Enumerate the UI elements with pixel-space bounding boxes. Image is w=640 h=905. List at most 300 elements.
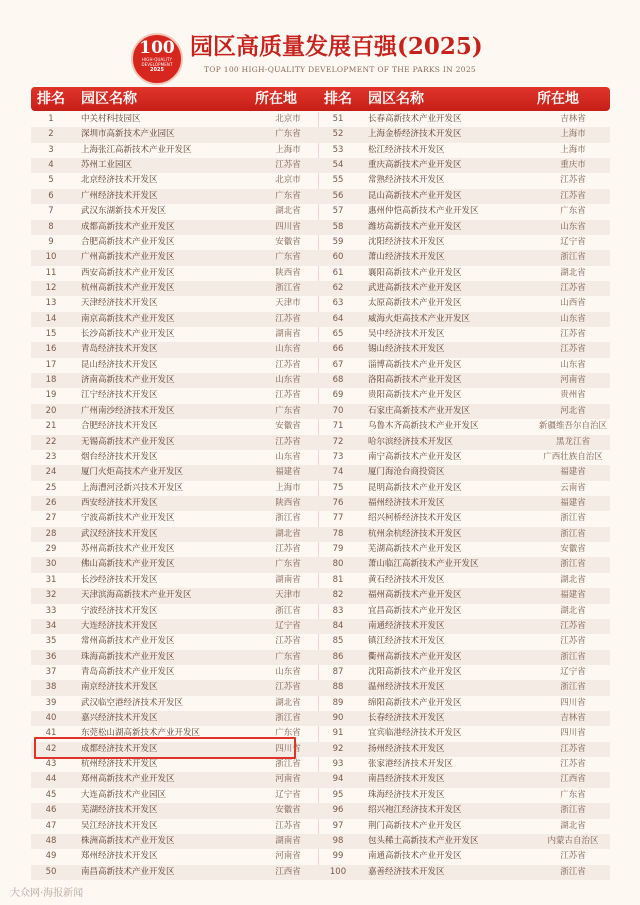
table-row	[31, 235, 610, 250]
park-name-cell: 温州经济技术开发区	[368, 682, 445, 693]
rank-cell: 55	[332, 175, 344, 186]
table-row	[31, 757, 610, 772]
location-cell: 浙江省	[275, 759, 301, 770]
table-row	[31, 404, 610, 419]
rank-cell: 40	[45, 713, 57, 724]
rank-cell: 30	[45, 559, 57, 570]
park-name-cell: 黄石经济技术开发区	[368, 574, 445, 585]
location-cell: 上海市	[275, 482, 301, 493]
col-header-location-left: 所在地	[255, 91, 297, 107]
location-cell: 浙江省	[275, 513, 301, 524]
park-name-cell: 珠海经济技术开发区	[368, 789, 445, 800]
park-name-cell: 长春经济技术开发区	[368, 713, 445, 724]
badge-number: 100	[139, 38, 175, 58]
location-cell: 北京市	[275, 175, 301, 186]
park-name-cell: 大连经济技术开发区	[81, 620, 158, 631]
rank-cell: 13	[45, 298, 57, 309]
table-row	[31, 112, 610, 127]
location-cell: 江苏省	[560, 851, 586, 862]
rank-cell: 33	[45, 605, 57, 616]
col-header-location-right: 所在地	[537, 91, 579, 107]
table-row	[31, 388, 610, 403]
rank-cell: 87	[332, 666, 344, 677]
rank-cell: 86	[332, 651, 344, 662]
rank-cell: 68	[332, 375, 344, 386]
location-cell: 广东省	[275, 405, 301, 416]
table-row	[31, 588, 610, 603]
park-name-cell: 南昌高新技术产业开发区	[81, 866, 175, 877]
rank-cell: 36	[45, 651, 57, 662]
park-name-cell: 芜湖高新技术产业开发区	[368, 544, 462, 555]
park-name-cell: 襄阳高新技术产业开发区	[368, 267, 462, 278]
location-cell: 浙江省	[275, 282, 301, 293]
rank-cell: 69	[332, 390, 344, 401]
table-row	[31, 220, 610, 235]
park-name-cell: 苏州高新技术产业开发区	[81, 544, 175, 555]
location-cell: 安徽省	[275, 236, 301, 247]
location-cell: 湖北省	[275, 528, 301, 539]
table-row	[31, 604, 610, 619]
park-name-cell: 昆明高新技术产业开发区	[368, 482, 462, 493]
rank-cell: 95	[332, 789, 344, 800]
rank-cell: 89	[332, 697, 344, 708]
rank-cell: 18	[45, 375, 57, 386]
park-name-cell: 芜湖经济技术开发区	[81, 805, 158, 816]
table-row	[31, 342, 610, 357]
park-name-cell: 南昌经济技术开发区	[368, 774, 445, 785]
park-name-cell: 福州高新技术产业开发区	[368, 590, 462, 601]
rank-cell: 3	[48, 144, 54, 155]
location-cell: 辽宁省	[275, 789, 301, 800]
table-row	[31, 373, 610, 388]
location-cell: 湖南省	[275, 329, 301, 340]
park-name-cell: 包头稀土高新技术产业开发区	[368, 835, 479, 846]
park-name-cell: 荆门高新技术产业开发区	[368, 820, 462, 831]
rank-cell: 29	[45, 544, 57, 555]
location-cell: 江苏省	[560, 329, 586, 340]
park-name-cell: 吴江经济技术开发区	[81, 820, 158, 831]
park-name-cell: 上海张江高新技术产业开发区	[81, 144, 192, 155]
table-row	[31, 819, 610, 834]
location-cell: 安徽省	[560, 544, 586, 555]
location-cell: 江苏省	[560, 743, 586, 754]
location-cell: 四川省	[560, 728, 586, 739]
location-cell: 江苏省	[275, 544, 301, 555]
park-name-cell: 南宁高新技术产业开发区	[368, 451, 462, 462]
location-cell: 山东省	[275, 344, 301, 355]
park-name-cell: 常熟经济技术开发区	[368, 175, 445, 186]
rank-cell: 15	[45, 329, 57, 340]
rank-cell: 21	[45, 421, 57, 432]
rank-cell: 56	[332, 190, 344, 201]
table-row	[31, 527, 610, 542]
badge-line1: HIGH-QUALITY	[141, 57, 173, 62]
park-name-cell: 绍兴柯桥经济技术开发区	[368, 513, 462, 524]
park-name-cell: 珠海高新技术产业开发区	[81, 651, 175, 662]
table-row	[31, 496, 610, 511]
park-name-cell: 郑州经济技术开发区	[81, 851, 158, 862]
rank-cell: 99	[332, 851, 344, 862]
park-name-cell: 石家庄高新技术产业开发区	[368, 405, 471, 416]
park-name-cell: 潍坊高新技术产业开发区	[368, 221, 462, 232]
location-cell: 江苏省	[560, 175, 586, 186]
park-name-cell: 深圳市高新技术产业园区	[81, 129, 175, 140]
rank-cell: 83	[332, 605, 344, 616]
park-name-cell: 沈阳高新技术产业开发区	[368, 666, 462, 677]
park-name-cell: 惠州仲恺高新技术产业开发区	[368, 206, 479, 217]
rank-cell: 45	[45, 789, 57, 800]
park-name-cell: 乌鲁木齐高新技术产业开发区	[368, 421, 479, 432]
park-name-cell: 洛阳高新技术产业开发区	[368, 375, 462, 386]
table-row	[31, 573, 610, 588]
location-cell: 江苏省	[560, 620, 586, 631]
table-row	[31, 619, 610, 634]
rank-cell: 63	[332, 298, 344, 309]
rank-cell: 10	[45, 252, 57, 263]
location-cell: 黑龙江省	[555, 436, 590, 447]
park-name-cell: 株洲高新技术产业开发区	[81, 835, 175, 846]
location-cell: 北京市	[275, 114, 301, 124]
location-cell: 湖北省	[560, 574, 586, 585]
park-name-cell: 绍兴袍江经济技术开发区	[368, 805, 462, 816]
rank-cell: 72	[332, 436, 344, 447]
park-name-cell: 杭州高新技术产业开发区	[81, 282, 175, 293]
location-cell: 广东省	[275, 129, 301, 140]
rank-cell: 34	[45, 620, 57, 631]
location-cell: 辽宁省	[560, 236, 586, 247]
page-title: 园区高质量发展百强(2025)	[190, 33, 483, 60]
location-cell: 吉林省	[560, 713, 586, 724]
rank-cell: 24	[45, 467, 57, 478]
location-cell: 江西省	[560, 774, 586, 785]
rank-cell: 100	[329, 866, 347, 877]
table-row	[31, 788, 610, 803]
table-row	[31, 419, 610, 434]
park-name-cell: 锡山经济技术开发区	[368, 344, 445, 355]
rank-cell: 61	[332, 267, 344, 278]
location-cell: 江苏省	[560, 190, 586, 201]
location-cell: 河南省	[275, 851, 301, 862]
rank-cell: 41	[45, 728, 57, 739]
location-cell: 贵州省	[560, 390, 586, 401]
rank-cell: 57	[332, 206, 344, 217]
park-name-cell: 杭州余杭经济技术开发区	[368, 528, 462, 539]
rank-cell: 9	[48, 236, 54, 247]
rank-cell: 60	[332, 252, 344, 263]
rank-cell: 7	[48, 206, 54, 217]
location-cell: 福建省	[560, 590, 586, 601]
location-cell: 云南省	[560, 482, 586, 493]
rank-cell: 26	[45, 498, 57, 508]
park-name-cell: 衢州高新技术产业开发区	[368, 651, 462, 662]
park-name-cell: 天津经济技术开发区	[81, 298, 158, 309]
table-row	[31, 542, 610, 557]
rank-cell: 84	[332, 620, 344, 631]
location-cell: 广东省	[275, 190, 301, 201]
rank-cell: 78	[332, 528, 344, 539]
park-name-cell: 西安经济技术开发区	[81, 498, 158, 508]
location-cell: 浙江省	[275, 605, 301, 616]
rank-cell: 82	[332, 590, 344, 601]
col-header-name-right: 园区名称	[368, 91, 424, 107]
rank-cell: 97	[332, 820, 344, 831]
rank-cell: 16	[45, 344, 57, 355]
table-row	[31, 450, 610, 465]
location-cell: 浙江省	[560, 252, 586, 263]
park-name-cell: 威海火炬高技术产业开发区	[368, 313, 471, 324]
park-name-cell: 宁波高新技术产业开发区	[81, 513, 175, 524]
col-header-name-left: 园区名称	[81, 91, 137, 107]
rank-cell: 37	[45, 666, 57, 677]
rank-cell: 38	[45, 682, 57, 693]
table-row	[31, 650, 610, 665]
park-name-cell: 青岛经济技术开发区	[81, 344, 158, 355]
park-name-cell: 合肥高新技术产业开发区	[81, 236, 175, 247]
location-cell: 广东省	[560, 789, 586, 800]
park-name-cell: 上海漕河泾新兴技术开发区	[81, 482, 184, 493]
location-cell: 福建省	[560, 498, 586, 508]
rank-cell: 93	[332, 759, 344, 770]
rank-cell: 11	[45, 267, 57, 278]
rank-cell: 2	[48, 129, 54, 140]
location-cell: 内蒙古自治区	[547, 835, 599, 846]
park-name-cell: 吴中经济技术开发区	[368, 329, 445, 340]
rank-cell: 85	[332, 636, 344, 647]
park-name-cell: 萧山临江高新技术产业开发区	[368, 559, 479, 570]
park-name-cell: 中关村科技园区	[81, 114, 141, 124]
rank-cell: 46	[45, 805, 57, 816]
rank-cell: 32	[45, 590, 57, 601]
park-name-cell: 西安高新技术产业开发区	[81, 267, 175, 278]
rank-cell: 54	[332, 160, 344, 171]
location-cell: 江西省	[275, 866, 301, 877]
park-name-cell: 宜宾临港经济技术开发区	[368, 728, 462, 739]
table-row	[31, 266, 610, 281]
top100-badge	[131, 33, 183, 85]
park-name-cell: 长沙经济技术开发区	[81, 574, 158, 585]
park-name-cell: 常州高新技术产业开发区	[81, 636, 175, 647]
table-row	[31, 665, 610, 680]
location-cell: 江苏省	[275, 820, 301, 831]
location-cell: 浙江省	[560, 651, 586, 662]
location-cell: 江苏省	[275, 436, 301, 447]
location-cell: 陕西省	[275, 498, 301, 508]
rank-cell: 81	[332, 574, 344, 585]
table-row	[31, 772, 610, 787]
rank-cell: 47	[45, 820, 57, 831]
location-cell: 湖北省	[560, 605, 586, 616]
rank-cell: 90	[332, 713, 344, 724]
location-cell: 河北省	[560, 405, 586, 416]
rank-cell: 31	[45, 574, 57, 585]
park-name-cell: 厦门火炬高技术产业开发区	[81, 467, 184, 478]
location-cell: 山东省	[275, 375, 301, 386]
rank-cell: 67	[332, 359, 344, 370]
table-row	[31, 680, 610, 695]
park-name-cell: 昆山经济技术开发区	[81, 359, 158, 370]
location-cell: 江苏省	[560, 636, 586, 647]
rank-cell: 74	[332, 467, 344, 478]
watermark: 大众网·海报新闻	[10, 888, 84, 899]
park-name-cell: 杭州经济技术开发区	[81, 759, 158, 770]
table-row	[31, 327, 610, 342]
rank-cell: 35	[45, 636, 57, 647]
location-cell: 陕西省	[275, 267, 301, 278]
table-row	[31, 557, 610, 572]
table-row	[31, 189, 610, 204]
location-cell: 浙江省	[560, 513, 586, 524]
location-cell: 浙江省	[560, 866, 586, 877]
park-name-cell: 青岛高新技术产业开发区	[81, 666, 175, 677]
park-name-cell: 扬州经济技术开发区	[368, 743, 445, 754]
park-name-cell: 烟台经济技术开发区	[81, 451, 158, 462]
location-cell: 广东省	[275, 651, 301, 662]
park-name-cell: 张家港经济技术开发区	[368, 759, 454, 770]
rank-cell: 22	[45, 436, 57, 447]
location-cell: 江苏省	[275, 682, 301, 693]
location-cell: 广东省	[275, 559, 301, 570]
location-cell: 浙江省	[275, 713, 301, 724]
park-name-cell: 广州经济技术开发区	[81, 190, 158, 201]
location-cell: 安徽省	[275, 805, 301, 816]
location-cell: 湖北省	[275, 206, 301, 217]
location-cell: 辽宁省	[275, 620, 301, 631]
rank-cell: 48	[45, 835, 57, 846]
park-name-cell: 长春高新技术产业开发区	[368, 114, 462, 124]
park-name-cell: 合肥经济技术开发区	[81, 421, 158, 432]
location-cell: 天津市	[275, 298, 301, 309]
park-name-cell: 武汉经济技术开发区	[81, 528, 158, 539]
highlight-box	[34, 737, 296, 759]
table-row	[31, 696, 610, 711]
rank-cell: 6	[48, 190, 54, 201]
park-name-cell: 萧山经济技术开发区	[368, 252, 445, 263]
location-cell: 山东省	[560, 221, 586, 232]
rank-cell: 88	[332, 682, 344, 693]
table-row	[31, 358, 610, 373]
park-name-cell: 嘉兴经济技术开发区	[81, 713, 158, 724]
location-cell: 湖北省	[560, 820, 586, 831]
location-cell: 山西省	[560, 298, 586, 309]
park-name-cell: 广州高新技术产业开发区	[81, 252, 175, 263]
park-name-cell: 大连高新技术产业园区	[81, 789, 167, 800]
table-row	[31, 250, 610, 265]
rank-cell: 43	[45, 759, 57, 770]
col-header-rank-left: 排名	[37, 91, 65, 107]
location-cell: 江苏省	[275, 160, 301, 171]
park-name-cell: 松江经济技术开发区	[368, 144, 445, 155]
location-cell: 浙江省	[560, 805, 586, 816]
park-name-cell: 东莞松山湖高新技术产业开发区	[81, 728, 201, 739]
rank-cell: 50	[45, 866, 57, 877]
rank-cell: 71	[332, 421, 344, 432]
location-cell: 新疆维吾尔自治区	[538, 421, 607, 432]
park-name-cell: 济南高新技术产业开发区	[81, 375, 175, 386]
location-cell: 湖南省	[275, 835, 301, 846]
page-subtitle: TOP 100 HIGH-QUALITY DEVELOPMENT OF THE PARKS IN 2025	[203, 65, 477, 74]
park-name-cell: 福州经济技术开发区	[368, 498, 445, 508]
rank-cell: 5	[48, 175, 54, 186]
table-row	[31, 634, 610, 649]
rank-cell: 44	[45, 774, 57, 785]
park-name-cell: 哈尔滨经济技术开发区	[368, 436, 454, 447]
rank-cell: 42	[45, 743, 57, 754]
park-name-cell: 南京经济技术开发区	[81, 682, 158, 693]
table-row	[31, 834, 610, 849]
park-name-cell: 淄博高新技术产业开发区	[368, 359, 462, 370]
location-cell: 江苏省	[560, 282, 586, 293]
location-cell: 河南省	[275, 774, 301, 785]
location-cell: 广西壮族自治区	[543, 451, 603, 462]
location-cell: 四川省	[275, 221, 301, 232]
location-cell: 辽宁省	[560, 666, 586, 677]
rank-cell: 39	[45, 697, 57, 708]
rank-cell: 4	[48, 160, 54, 171]
rank-cell: 66	[332, 344, 344, 355]
location-cell: 浙江省	[560, 682, 586, 693]
table-row	[31, 711, 610, 726]
park-name-cell: 佛山高新技术产业开发区	[81, 559, 175, 570]
park-name-cell: 贵阳高新技术产业开发区	[368, 390, 462, 401]
badge-line2: DEVELOPMENT	[141, 62, 173, 67]
park-name-cell: 宜昌高新技术产业开发区	[368, 605, 462, 616]
park-name-cell: 成都经济技术开发区	[81, 743, 158, 754]
location-cell: 江苏省	[275, 390, 301, 401]
location-cell: 湖南省	[275, 574, 301, 585]
location-cell: 江苏省	[560, 759, 586, 770]
location-cell: 山东省	[275, 451, 301, 462]
rank-cell: 65	[332, 329, 344, 340]
rank-cell: 20	[45, 405, 57, 416]
location-cell: 四川省	[560, 697, 586, 708]
rank-cell: 98	[332, 835, 344, 846]
table-row	[31, 312, 610, 327]
location-cell: 湖北省	[275, 697, 301, 708]
park-name-cell: 南京高新技术产业开发区	[81, 313, 175, 324]
park-name-cell: 苏州工业园区	[81, 160, 133, 171]
table-row	[31, 204, 610, 219]
rank-cell: 17	[45, 359, 57, 370]
rank-cell: 73	[332, 451, 344, 462]
park-name-cell: 北京经济技术开发区	[81, 175, 158, 186]
poster-header	[0, 0, 640, 86]
park-name-cell: 重庆高新技术产业开发区	[368, 160, 462, 171]
park-name-cell: 嘉善经济技术开发区	[368, 866, 445, 877]
rank-cell: 25	[45, 482, 57, 493]
rank-cell: 52	[332, 129, 344, 140]
rank-cell: 19	[45, 390, 57, 401]
rank-cell: 76	[332, 498, 344, 508]
location-cell: 上海市	[560, 144, 586, 155]
park-name-cell: 沈阳经济技术开发区	[368, 236, 445, 247]
park-name-cell: 广州南沙经济技术开发区	[81, 405, 175, 416]
location-cell: 天津市	[275, 590, 301, 601]
park-name-cell: 南通经济技术开发区	[368, 620, 445, 631]
location-cell: 山东省	[560, 359, 586, 370]
location-cell: 四川省	[275, 743, 301, 754]
location-cell: 山东省	[275, 666, 301, 677]
rank-cell: 75	[332, 482, 344, 493]
table-row	[31, 849, 610, 864]
location-cell: 浙江省	[560, 559, 586, 570]
table-row	[31, 803, 610, 818]
location-cell: 上海市	[275, 144, 301, 155]
location-cell: 江苏省	[275, 313, 301, 324]
rank-cell: 12	[45, 282, 57, 293]
rank-cell: 94	[332, 774, 344, 785]
rank-cell: 96	[332, 805, 344, 816]
table-row	[31, 296, 610, 311]
